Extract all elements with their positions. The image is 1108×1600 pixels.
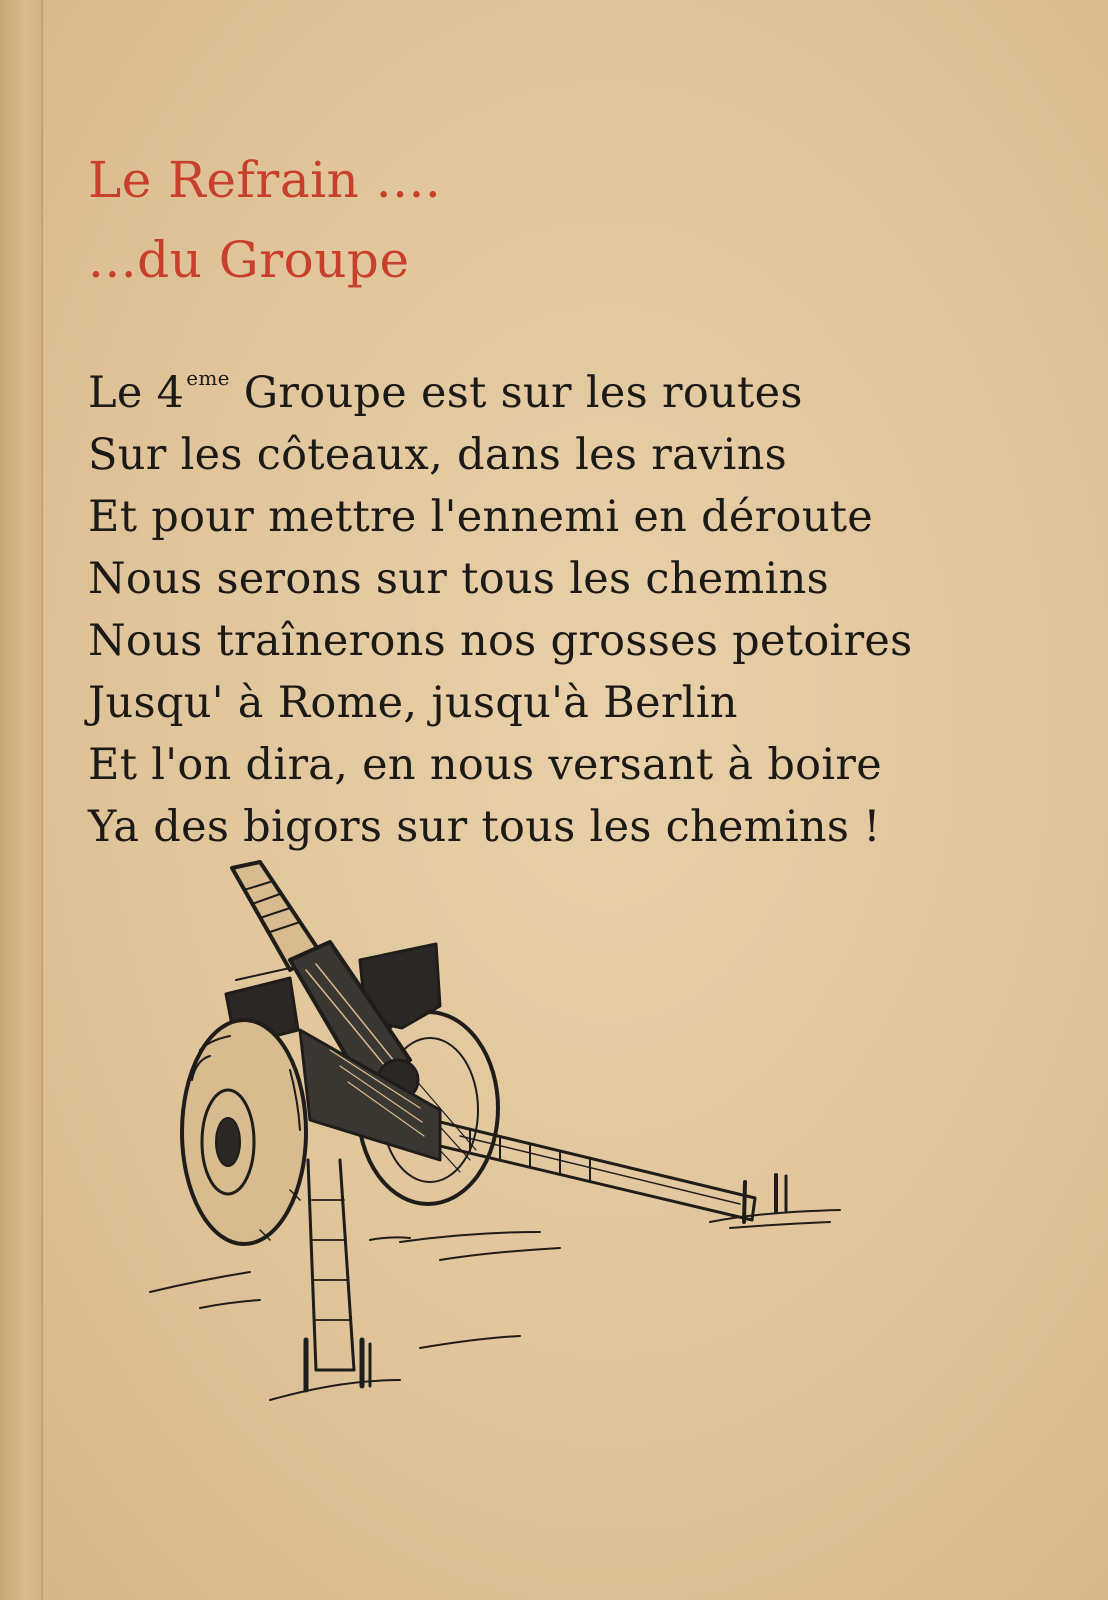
trail-leg-right (440, 1122, 786, 1222)
poem (88, 362, 913, 858)
poem-line-3: Et pour mettre l'ennemi en déroute (88, 492, 874, 542)
poem-line-1-end: Groupe est sur les routes (229, 368, 803, 418)
trail-leg-front (306, 1160, 370, 1390)
poem-line-4: Nous serons sur tous les chemins (88, 554, 829, 604)
poem-line-2: Sur les côteaux, dans les ravins (88, 430, 788, 480)
title-line-1: Le Refrain .... (88, 151, 442, 209)
title-line-2: ...du Groupe (88, 231, 410, 289)
poem-line-7: Et l'on dira, en nous versant à boire (88, 740, 883, 790)
near-wheel (182, 1020, 306, 1244)
poem-line-1 (88, 362, 913, 424)
page-binding-margin (0, 0, 43, 1600)
poem-line-5: Nous traînerons nos grosses petoires (88, 616, 913, 666)
ordinal-superscript: eme (186, 366, 230, 390)
page-title (88, 140, 441, 300)
poem-line-6: Jusqu' à Rome, jusqu'à Berlin (88, 678, 738, 728)
poem-line-8: Ya des bigors sur tous les chemins ! (88, 802, 881, 852)
page-binding-edge (41, 0, 43, 1600)
artillery-cannon-illustration (140, 860, 880, 1440)
poem-line-1-start: Le 4 (88, 368, 185, 418)
